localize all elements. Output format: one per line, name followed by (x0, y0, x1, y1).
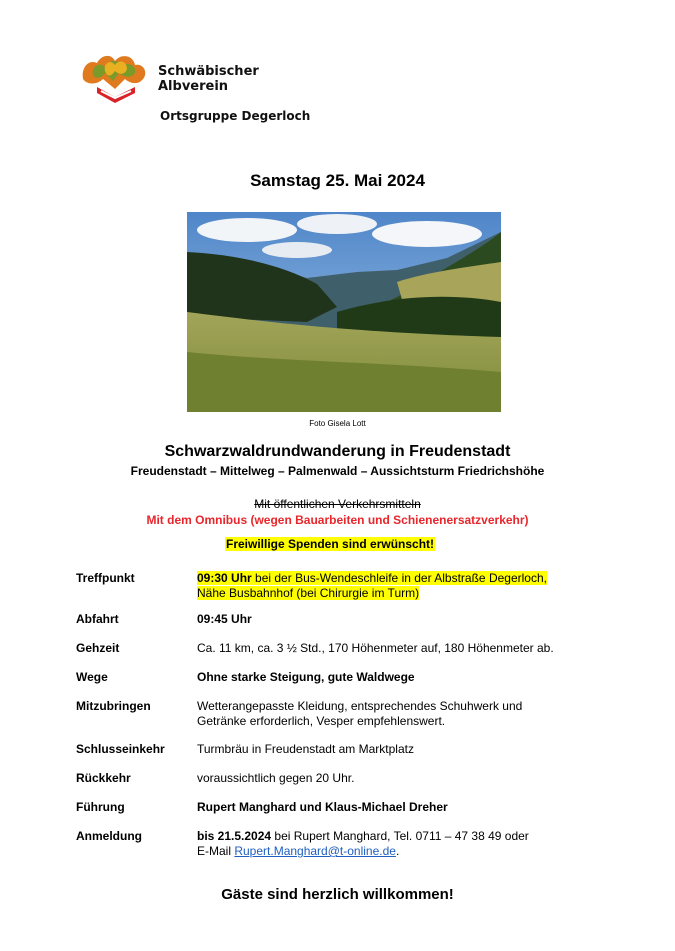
treffpunkt-value (197, 571, 617, 601)
treffpunkt-line2: Nähe Busbahnhof (bei Chirurgie im Turm) (197, 586, 420, 600)
albverein-logo (79, 49, 151, 107)
event-route: Freudenstadt – Mittelweg – Palmenwald – Aussichtsturm Friedrichshöhe (130, 464, 545, 478)
mitzubringen-label: Mitzubringen (76, 699, 151, 713)
org-name (158, 64, 259, 94)
email-prefix: E-Mail (197, 844, 235, 858)
photo-caption: Foto Gisela Lott (309, 419, 366, 428)
abfahrt-label: Abfahrt (76, 612, 119, 626)
transport-old: Mit öffentlichen Verkehrsmitteln (254, 497, 421, 511)
donations-note: Freiwillige Spenden sind erwünscht! (226, 537, 435, 551)
mitzubringen-line2: Getränke erforderlich, Vesper empfehlenswert. (197, 714, 446, 728)
gehzeit-value: Ca. 11 km, ca. 3 ½ Std., 170 Höhenmeter auf, 180 Höhenmeter ab. (197, 641, 554, 655)
welcome-message: Gäste sind herzlich willkommen! (221, 886, 454, 903)
fuehrung-value: Rupert Manghard und Klaus-Michael Dreher (197, 800, 448, 814)
treffpunkt-time: 09:30 Uhr (197, 571, 252, 585)
wege-value: Ohne starke Steigung, gute Waldwege (197, 670, 415, 684)
wege-label: Wege (76, 670, 108, 684)
rueckkehr-value: voraussichtlich gegen 20 Uhr. (197, 771, 355, 785)
treffpunkt-label: Treffpunkt (76, 571, 135, 585)
landscape-photo (187, 212, 501, 412)
email-link[interactable]: Rupert.Manghard@t-online.de (234, 844, 396, 858)
anmeldung-value (197, 829, 617, 859)
transport-new: Mit dem Omnibus (wegen Bauarbeiten und Schienenersatzverkehr) (146, 513, 529, 527)
abfahrt-value: 09:45 Uhr (197, 612, 252, 626)
email-suffix: . (395, 844, 400, 858)
treffpunkt-line1 (197, 571, 547, 585)
org-name-line2: Albverein (158, 79, 229, 94)
anmeldung-deadline: bis 21.5.2024 (197, 829, 272, 843)
schlusseinkehr-value: Turmbräu in Freudenstadt am Marktplatz (197, 742, 414, 756)
treffpunkt-line1-rest: bei der Bus-Wendeschleife in der Albstraße Degerloch, (251, 571, 547, 585)
fuehrung-label: Führung (76, 800, 125, 814)
mitzubringen-line1: Wetterangepasste Kleidung, entsprechendes Schuhwerk und (197, 699, 523, 713)
anmeldung-label: Anmeldung (76, 829, 142, 843)
org-name-line1: Schwäbischer (158, 64, 259, 79)
rueckkehr-label: Rückkehr (76, 771, 131, 785)
schlusseinkehr-label: Schlusseinkehr (76, 742, 165, 756)
mitzubringen-value (197, 699, 617, 729)
event-title: Schwarzwaldrundwanderung in Freudenstadt (164, 443, 511, 460)
event-date: Samstag 25. Mai 2024 (250, 171, 425, 190)
anmeldung-line1-rest: bei Rupert Manghard, Tel. 0711 – 47 38 49 oder (271, 829, 529, 843)
gehzeit-label: Gehzeit (76, 641, 120, 655)
subgroup-name: Ortsgruppe Degerloch (160, 109, 311, 123)
